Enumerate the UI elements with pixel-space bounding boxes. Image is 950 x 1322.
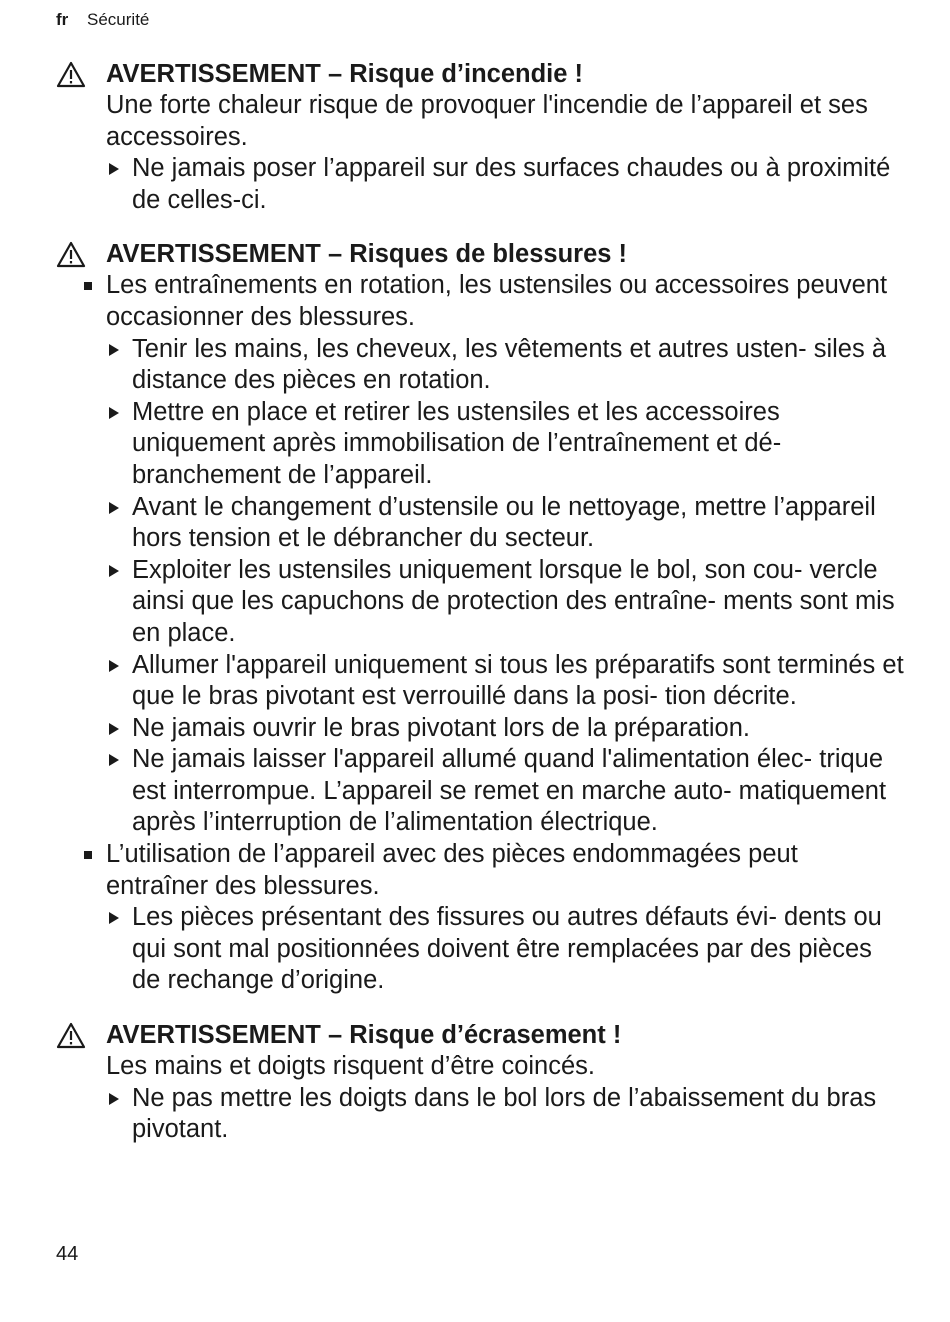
bullet-item: L’utilisation de l’appareil avec des pièces endommagées peut entraîner des blessures. xyxy=(56,839,906,902)
action-arrow-icon xyxy=(109,754,119,766)
action-item: Allumer l'appareil uniquement si tous les préparatifs sont terminés et que le bras pivotant est verrouillé dans la posi- tion décrite. xyxy=(56,650,906,713)
action-item: Ne jamais poser l’appareil sur des surfaces chaudes ou à proximité de celles-ci. xyxy=(56,153,906,216)
action-item: Ne jamais laisser l'appareil allumé quand l'alimentation élec- trique est interrompue. L’appareil se remet en marche auto- matiquement après l’interruption de l’alimentation électrique. xyxy=(56,744,906,839)
language-code: fr xyxy=(56,10,69,29)
bullet-item: Les entraînements en rotation, les ustensiles ou accessoires peuvent occasionner des blessures. xyxy=(56,270,906,333)
bullet-square-icon xyxy=(84,282,92,290)
action-arrow-icon xyxy=(109,660,119,672)
warning-title: AVERTISSEMENT – Risque d’écrasement ! xyxy=(56,1019,906,1051)
action-arrow-icon xyxy=(109,1093,119,1105)
warning-intro: Une forte chaleur risque de provoquer l'incendie de l’appareil et ses accessoires. xyxy=(106,91,868,151)
action-item: Mettre en place et retirer les ustensiles et les accessoires uniquement après immobilisation de l’entraînement et dé- branchement de l’appareil. xyxy=(56,397,906,492)
action-arrow-icon xyxy=(109,912,119,924)
warning-crushing xyxy=(56,1019,906,1146)
action-arrow-icon xyxy=(109,723,119,735)
warning-intro: Les mains et doigts risquent d’être coincés. xyxy=(106,1052,596,1081)
action-arrow-icon xyxy=(109,407,119,419)
warning-triangle-icon xyxy=(56,61,86,88)
action-item: Tenir les mains, les cheveux, les vêtements et autres usten- siles à distance des pièces en rotation. xyxy=(56,334,906,397)
action-arrow-icon xyxy=(109,344,119,356)
warning-title: AVERTISSEMENT – Risques de blessures ! xyxy=(56,238,906,270)
warning-fire xyxy=(56,58,906,216)
page-number: 44 xyxy=(56,1243,79,1265)
page-header xyxy=(56,10,149,30)
warning-triangle-icon xyxy=(56,241,86,268)
action-arrow-icon xyxy=(109,163,119,175)
bullet-square-icon xyxy=(84,851,92,859)
action-item: Avant le changement d’ustensile ou le nettoyage, mettre l’appareil hors tension et le débrancher du secteur. xyxy=(56,492,906,555)
action-arrow-icon xyxy=(109,502,119,514)
warning-injury xyxy=(56,238,906,997)
action-item: Ne jamais ouvrir le bras pivotant lors de la préparation. xyxy=(56,713,906,745)
action-item: Exploiter les ustensiles uniquement lorsque le bol, son cou- vercle ainsi que les capuchons de protection des entraîne- ments sont mis en place. xyxy=(56,555,906,650)
warning-title: AVERTISSEMENT – Risque d’incendie ! xyxy=(56,58,906,90)
section-title: Sécurité xyxy=(87,10,150,29)
action-arrow-icon xyxy=(109,565,119,577)
action-item: Ne pas mettre les doigts dans le bol lors de l’abaissement du bras pivotant. xyxy=(56,1083,906,1146)
document-body xyxy=(56,58,906,1168)
action-item: Les pièces présentant des fissures ou autres défauts évi- dents ou qui sont mal positionnées doivent être remplacées par des pièces de rechange d’origine. xyxy=(56,902,906,997)
warning-triangle-icon xyxy=(56,1022,86,1049)
